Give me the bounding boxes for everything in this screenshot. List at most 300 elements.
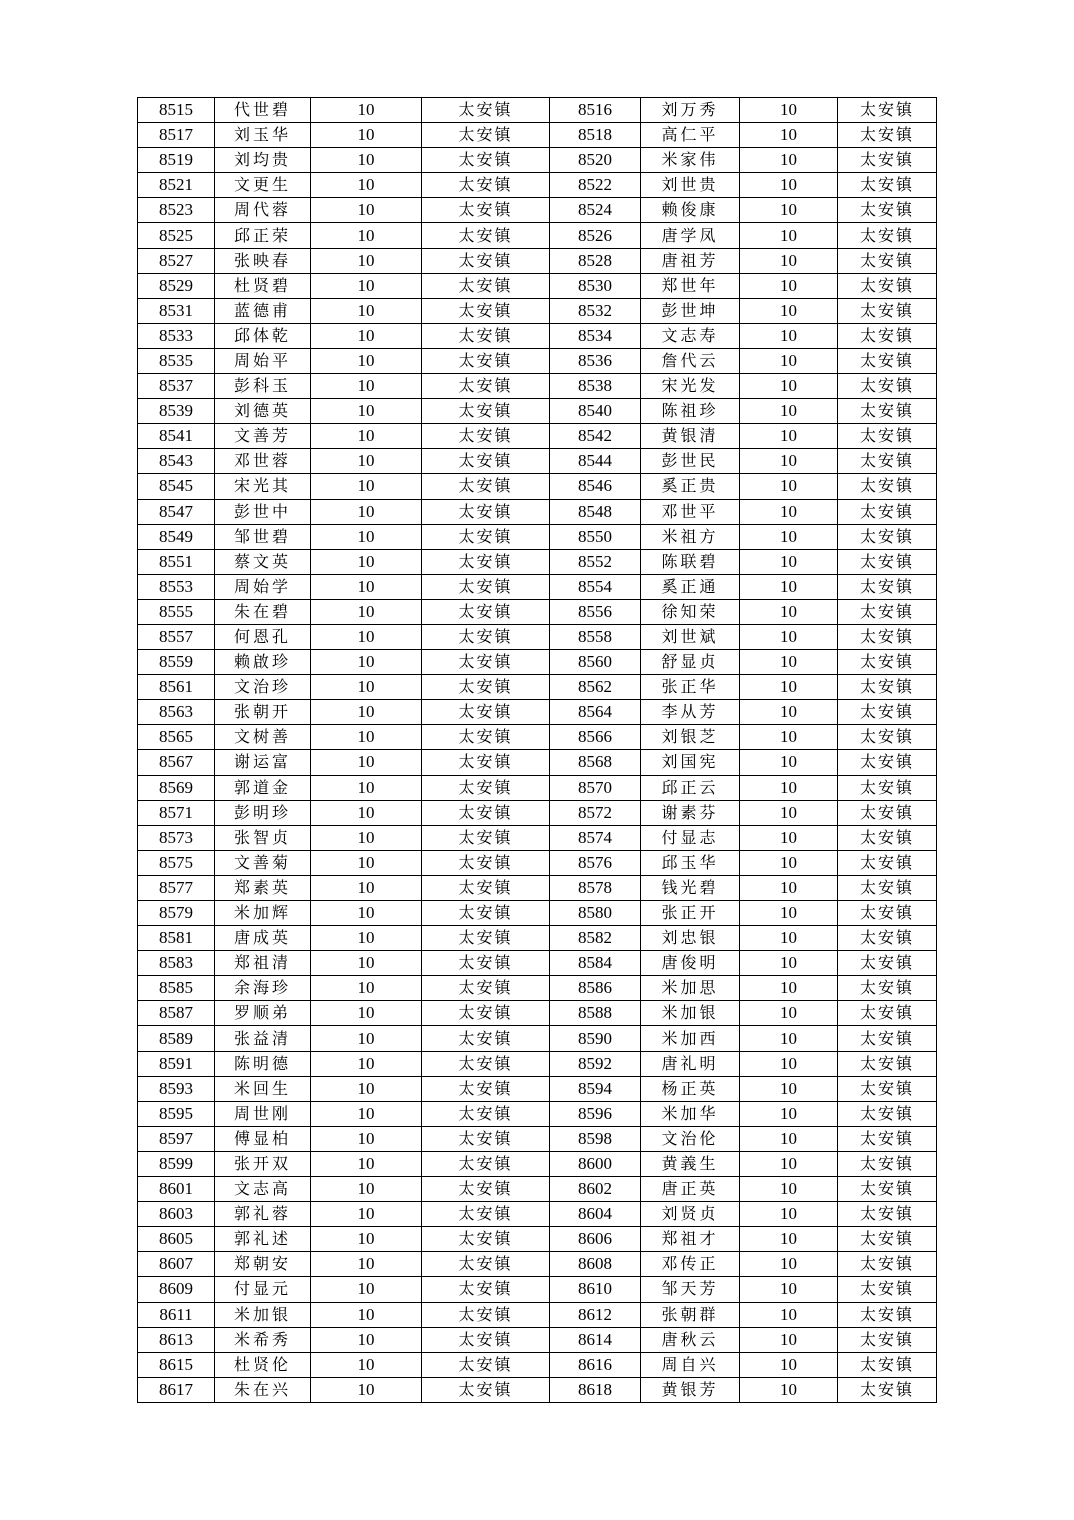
right-amount-cell: 10 xyxy=(740,875,838,900)
left-record-number-cell: 8529 xyxy=(138,273,215,298)
table-row xyxy=(138,1202,937,1227)
right-amount-cell: 10 xyxy=(740,123,838,148)
left-amount-cell: 10 xyxy=(311,1252,422,1277)
left-person-name-cell: 文善菊 xyxy=(215,850,311,875)
left-town-name-cell: 太安镇 xyxy=(422,123,550,148)
right-person-name-cell: 黄银芳 xyxy=(641,1377,740,1402)
table-row xyxy=(138,399,937,424)
left-person-name-cell: 郑祖清 xyxy=(215,951,311,976)
left-town-name-cell: 太安镇 xyxy=(422,223,550,248)
left-record-number-cell: 8545 xyxy=(138,474,215,499)
left-town-name-cell: 太安镇 xyxy=(422,1202,550,1227)
left-town-name-cell: 太安镇 xyxy=(422,750,550,775)
right-record-number-cell: 8602 xyxy=(550,1177,641,1202)
right-record-number-cell: 8618 xyxy=(550,1377,641,1402)
left-town-name-cell: 太安镇 xyxy=(422,374,550,399)
table-row xyxy=(138,1177,937,1202)
left-person-name-cell: 朱在碧 xyxy=(215,599,311,624)
table-row xyxy=(138,926,937,951)
left-record-number-cell: 8557 xyxy=(138,624,215,649)
table-row xyxy=(138,599,937,624)
right-person-name-cell: 郑世年 xyxy=(641,273,740,298)
table-row xyxy=(138,148,937,173)
right-amount-cell: 10 xyxy=(740,700,838,725)
left-record-number-cell: 8587 xyxy=(138,1001,215,1026)
right-amount-cell: 10 xyxy=(740,1252,838,1277)
left-record-number-cell: 8605 xyxy=(138,1227,215,1252)
table-row xyxy=(138,1126,937,1151)
right-record-number-cell: 8554 xyxy=(550,574,641,599)
right-amount-cell: 10 xyxy=(740,725,838,750)
right-amount-cell: 10 xyxy=(740,926,838,951)
right-person-name-cell: 张正开 xyxy=(641,901,740,926)
right-record-number-cell: 8560 xyxy=(550,650,641,675)
right-town-name-cell: 太安镇 xyxy=(838,248,937,273)
table-row xyxy=(138,98,937,123)
left-record-number-cell: 8591 xyxy=(138,1051,215,1076)
left-amount-cell: 10 xyxy=(311,650,422,675)
left-amount-cell: 10 xyxy=(311,1377,422,1402)
right-record-number-cell: 8522 xyxy=(550,173,641,198)
left-person-name-cell: 陈明德 xyxy=(215,1051,311,1076)
left-amount-cell: 10 xyxy=(311,875,422,900)
left-amount-cell: 10 xyxy=(311,725,422,750)
left-record-number-cell: 8585 xyxy=(138,976,215,1001)
left-amount-cell: 10 xyxy=(311,123,422,148)
right-record-number-cell: 8590 xyxy=(550,1026,641,1051)
left-amount-cell: 10 xyxy=(311,248,422,273)
left-amount-cell: 10 xyxy=(311,173,422,198)
right-record-number-cell: 8544 xyxy=(550,449,641,474)
right-record-number-cell: 8536 xyxy=(550,348,641,373)
left-amount-cell: 10 xyxy=(311,1001,422,1026)
table-row xyxy=(138,1026,937,1051)
left-town-name-cell: 太安镇 xyxy=(422,173,550,198)
right-record-number-cell: 8600 xyxy=(550,1151,641,1176)
left-person-name-cell: 文志高 xyxy=(215,1177,311,1202)
right-town-name-cell: 太安镇 xyxy=(838,1101,937,1126)
left-person-name-cell: 邱正荣 xyxy=(215,223,311,248)
right-town-name-cell: 太安镇 xyxy=(838,875,937,900)
right-person-name-cell: 高仁平 xyxy=(641,123,740,148)
left-record-number-cell: 8553 xyxy=(138,574,215,599)
table-row xyxy=(138,775,937,800)
right-person-name-cell: 刘世斌 xyxy=(641,624,740,649)
left-amount-cell: 10 xyxy=(311,298,422,323)
right-town-name-cell: 太安镇 xyxy=(838,323,937,348)
right-person-name-cell: 舒显贞 xyxy=(641,650,740,675)
left-person-name-cell: 周始学 xyxy=(215,574,311,599)
right-person-name-cell: 邓世平 xyxy=(641,499,740,524)
right-town-name-cell: 太安镇 xyxy=(838,901,937,926)
left-amount-cell: 10 xyxy=(311,675,422,700)
right-person-name-cell: 刘贤贞 xyxy=(641,1202,740,1227)
table-row xyxy=(138,348,937,373)
right-person-name-cell: 黄義生 xyxy=(641,1151,740,1176)
right-record-number-cell: 8608 xyxy=(550,1252,641,1277)
left-amount-cell: 10 xyxy=(311,750,422,775)
right-amount-cell: 10 xyxy=(740,675,838,700)
right-record-number-cell: 8552 xyxy=(550,549,641,574)
left-amount-cell: 10 xyxy=(311,1277,422,1302)
left-amount-cell: 10 xyxy=(311,273,422,298)
right-amount-cell: 10 xyxy=(740,98,838,123)
left-record-number-cell: 8527 xyxy=(138,248,215,273)
roster-body xyxy=(138,98,937,1403)
right-amount-cell: 10 xyxy=(740,499,838,524)
table-row xyxy=(138,248,937,273)
left-person-name-cell: 邹世碧 xyxy=(215,524,311,549)
left-town-name-cell: 太安镇 xyxy=(422,298,550,323)
table-row xyxy=(138,499,937,524)
right-person-name-cell: 米加华 xyxy=(641,1101,740,1126)
left-record-number-cell: 8597 xyxy=(138,1126,215,1151)
left-town-name-cell: 太安镇 xyxy=(422,273,550,298)
right-record-number-cell: 8586 xyxy=(550,976,641,1001)
right-person-name-cell: 邹天芳 xyxy=(641,1277,740,1302)
right-person-name-cell: 陈联碧 xyxy=(641,549,740,574)
left-amount-cell: 10 xyxy=(311,1026,422,1051)
right-person-name-cell: 陈祖珍 xyxy=(641,399,740,424)
left-record-number-cell: 8535 xyxy=(138,348,215,373)
left-town-name-cell: 太安镇 xyxy=(422,599,550,624)
right-town-name-cell: 太安镇 xyxy=(838,800,937,825)
left-record-number-cell: 8581 xyxy=(138,926,215,951)
right-amount-cell: 10 xyxy=(740,273,838,298)
right-person-name-cell: 刘世贵 xyxy=(641,173,740,198)
right-record-number-cell: 8526 xyxy=(550,223,641,248)
left-record-number-cell: 8537 xyxy=(138,374,215,399)
left-amount-cell: 10 xyxy=(311,524,422,549)
right-record-number-cell: 8572 xyxy=(550,800,641,825)
table-row xyxy=(138,474,937,499)
left-town-name-cell: 太安镇 xyxy=(422,725,550,750)
right-person-name-cell: 邓传正 xyxy=(641,1252,740,1277)
right-person-name-cell: 文志寿 xyxy=(641,323,740,348)
left-person-name-cell: 张开双 xyxy=(215,1151,311,1176)
right-amount-cell: 10 xyxy=(740,374,838,399)
right-amount-cell: 10 xyxy=(740,850,838,875)
left-person-name-cell: 邱体乾 xyxy=(215,323,311,348)
right-amount-cell: 10 xyxy=(740,348,838,373)
right-town-name-cell: 太安镇 xyxy=(838,1202,937,1227)
table-row xyxy=(138,624,937,649)
right-town-name-cell: 太安镇 xyxy=(838,348,937,373)
right-amount-cell: 10 xyxy=(740,775,838,800)
right-person-name-cell: 赖俊康 xyxy=(641,198,740,223)
right-record-number-cell: 8542 xyxy=(550,424,641,449)
right-town-name-cell: 太安镇 xyxy=(838,675,937,700)
right-record-number-cell: 8606 xyxy=(550,1227,641,1252)
left-town-name-cell: 太安镇 xyxy=(422,951,550,976)
right-town-name-cell: 太安镇 xyxy=(838,549,937,574)
right-record-number-cell: 8568 xyxy=(550,750,641,775)
left-amount-cell: 10 xyxy=(311,574,422,599)
left-record-number-cell: 8563 xyxy=(138,700,215,725)
left-town-name-cell: 太安镇 xyxy=(422,700,550,725)
left-record-number-cell: 8593 xyxy=(138,1076,215,1101)
right-record-number-cell: 8580 xyxy=(550,901,641,926)
left-person-name-cell: 傅显柏 xyxy=(215,1126,311,1151)
left-person-name-cell: 周代蓉 xyxy=(215,198,311,223)
right-town-name-cell: 太安镇 xyxy=(838,750,937,775)
table-row xyxy=(138,1377,937,1402)
right-amount-cell: 10 xyxy=(740,1126,838,1151)
right-record-number-cell: 8594 xyxy=(550,1076,641,1101)
left-town-name-cell: 太安镇 xyxy=(422,1252,550,1277)
left-amount-cell: 10 xyxy=(311,1227,422,1252)
table-row xyxy=(138,1151,937,1176)
right-person-name-cell: 唐俊明 xyxy=(641,951,740,976)
left-person-name-cell: 蓝德甫 xyxy=(215,298,311,323)
right-record-number-cell: 8524 xyxy=(550,198,641,223)
right-record-number-cell: 8582 xyxy=(550,926,641,951)
left-person-name-cell: 文更生 xyxy=(215,173,311,198)
table-row xyxy=(138,298,937,323)
left-amount-cell: 10 xyxy=(311,901,422,926)
left-amount-cell: 10 xyxy=(311,624,422,649)
right-record-number-cell: 8598 xyxy=(550,1126,641,1151)
left-record-number-cell: 8577 xyxy=(138,875,215,900)
left-person-name-cell: 彭世中 xyxy=(215,499,311,524)
table-row xyxy=(138,901,937,926)
right-record-number-cell: 8584 xyxy=(550,951,641,976)
right-person-name-cell: 唐学凤 xyxy=(641,223,740,248)
right-record-number-cell: 8518 xyxy=(550,123,641,148)
left-record-number-cell: 8565 xyxy=(138,725,215,750)
right-town-name-cell: 太安镇 xyxy=(838,1252,937,1277)
right-town-name-cell: 太安镇 xyxy=(838,123,937,148)
right-town-name-cell: 太安镇 xyxy=(838,198,937,223)
table-row xyxy=(138,449,937,474)
right-person-name-cell: 张朝群 xyxy=(641,1302,740,1327)
right-town-name-cell: 太安镇 xyxy=(838,951,937,976)
right-town-name-cell: 太安镇 xyxy=(838,825,937,850)
table-row xyxy=(138,198,937,223)
left-amount-cell: 10 xyxy=(311,1202,422,1227)
left-person-name-cell: 郑素英 xyxy=(215,875,311,900)
left-person-name-cell: 谢运富 xyxy=(215,750,311,775)
left-person-name-cell: 米加银 xyxy=(215,1302,311,1327)
right-person-name-cell: 黄银清 xyxy=(641,424,740,449)
right-town-name-cell: 太安镇 xyxy=(838,1151,937,1176)
right-town-name-cell: 太安镇 xyxy=(838,223,937,248)
left-record-number-cell: 8521 xyxy=(138,173,215,198)
right-amount-cell: 10 xyxy=(740,399,838,424)
right-amount-cell: 10 xyxy=(740,1026,838,1051)
right-record-number-cell: 8558 xyxy=(550,624,641,649)
right-town-name-cell: 太安镇 xyxy=(838,976,937,1001)
right-record-number-cell: 8614 xyxy=(550,1327,641,1352)
right-town-name-cell: 太安镇 xyxy=(838,1327,937,1352)
right-amount-cell: 10 xyxy=(740,1377,838,1402)
right-person-name-cell: 米加思 xyxy=(641,976,740,1001)
right-town-name-cell: 太安镇 xyxy=(838,1227,937,1252)
left-amount-cell: 10 xyxy=(311,499,422,524)
left-town-name-cell: 太安镇 xyxy=(422,1277,550,1302)
right-town-name-cell: 太安镇 xyxy=(838,1302,937,1327)
left-town-name-cell: 太安镇 xyxy=(422,825,550,850)
table-row xyxy=(138,1076,937,1101)
left-person-name-cell: 文善芳 xyxy=(215,424,311,449)
right-amount-cell: 10 xyxy=(740,951,838,976)
left-town-name-cell: 太安镇 xyxy=(422,474,550,499)
left-record-number-cell: 8531 xyxy=(138,298,215,323)
left-town-name-cell: 太安镇 xyxy=(422,348,550,373)
left-amount-cell: 10 xyxy=(311,549,422,574)
roster-table xyxy=(137,97,937,1403)
right-amount-cell: 10 xyxy=(740,976,838,1001)
right-record-number-cell: 8528 xyxy=(550,248,641,273)
left-amount-cell: 10 xyxy=(311,1151,422,1176)
right-amount-cell: 10 xyxy=(740,148,838,173)
right-record-number-cell: 8578 xyxy=(550,875,641,900)
right-person-name-cell: 刘银芝 xyxy=(641,725,740,750)
left-amount-cell: 10 xyxy=(311,1051,422,1076)
right-record-number-cell: 8564 xyxy=(550,700,641,725)
left-amount-cell: 10 xyxy=(311,825,422,850)
table-row xyxy=(138,1227,937,1252)
left-record-number-cell: 8579 xyxy=(138,901,215,926)
right-record-number-cell: 8570 xyxy=(550,775,641,800)
left-town-name-cell: 太安镇 xyxy=(422,98,550,123)
left-record-number-cell: 8611 xyxy=(138,1302,215,1327)
left-town-name-cell: 太安镇 xyxy=(422,1302,550,1327)
left-record-number-cell: 8525 xyxy=(138,223,215,248)
left-record-number-cell: 8567 xyxy=(138,750,215,775)
right-amount-cell: 10 xyxy=(740,474,838,499)
right-person-name-cell: 刘忠银 xyxy=(641,926,740,951)
left-person-name-cell: 赖啟珍 xyxy=(215,650,311,675)
right-record-number-cell: 8610 xyxy=(550,1277,641,1302)
right-town-name-cell: 太安镇 xyxy=(838,1051,937,1076)
right-record-number-cell: 8548 xyxy=(550,499,641,524)
left-person-name-cell: 代世碧 xyxy=(215,98,311,123)
right-town-name-cell: 太安镇 xyxy=(838,449,937,474)
left-amount-cell: 10 xyxy=(311,474,422,499)
right-amount-cell: 10 xyxy=(740,298,838,323)
left-town-name-cell: 太安镇 xyxy=(422,1076,550,1101)
left-person-name-cell: 付显元 xyxy=(215,1277,311,1302)
left-town-name-cell: 太安镇 xyxy=(422,976,550,1001)
right-record-number-cell: 8612 xyxy=(550,1302,641,1327)
left-town-name-cell: 太安镇 xyxy=(422,198,550,223)
right-person-name-cell: 唐祖芳 xyxy=(641,248,740,273)
left-person-name-cell: 文树善 xyxy=(215,725,311,750)
left-record-number-cell: 8615 xyxy=(138,1352,215,1377)
left-amount-cell: 10 xyxy=(311,449,422,474)
left-amount-cell: 10 xyxy=(311,599,422,624)
right-person-name-cell: 唐秋云 xyxy=(641,1327,740,1352)
left-town-name-cell: 太安镇 xyxy=(422,524,550,549)
table-row xyxy=(138,800,937,825)
left-record-number-cell: 8603 xyxy=(138,1202,215,1227)
right-record-number-cell: 8616 xyxy=(550,1352,641,1377)
right-town-name-cell: 太安镇 xyxy=(838,850,937,875)
right-amount-cell: 10 xyxy=(740,323,838,348)
left-amount-cell: 10 xyxy=(311,850,422,875)
table-row xyxy=(138,700,937,725)
right-town-name-cell: 太安镇 xyxy=(838,273,937,298)
right-person-name-cell: 刘万秀 xyxy=(641,98,740,123)
left-person-name-cell: 杜贤伦 xyxy=(215,1352,311,1377)
table-row xyxy=(138,1277,937,1302)
right-amount-cell: 10 xyxy=(740,173,838,198)
left-person-name-cell: 张智贞 xyxy=(215,825,311,850)
left-person-name-cell: 彭明珍 xyxy=(215,800,311,825)
right-amount-cell: 10 xyxy=(740,1076,838,1101)
left-amount-cell: 10 xyxy=(311,1076,422,1101)
left-person-name-cell: 朱在兴 xyxy=(215,1377,311,1402)
right-person-name-cell: 唐正英 xyxy=(641,1177,740,1202)
table-row xyxy=(138,976,937,1001)
left-town-name-cell: 太安镇 xyxy=(422,399,550,424)
right-town-name-cell: 太安镇 xyxy=(838,1026,937,1051)
left-record-number-cell: 8519 xyxy=(138,148,215,173)
left-amount-cell: 10 xyxy=(311,700,422,725)
right-person-name-cell: 米家伟 xyxy=(641,148,740,173)
left-person-name-cell: 刘德英 xyxy=(215,399,311,424)
right-amount-cell: 10 xyxy=(740,1327,838,1352)
left-amount-cell: 10 xyxy=(311,1327,422,1352)
table-row xyxy=(138,1327,937,1352)
right-record-number-cell: 8592 xyxy=(550,1051,641,1076)
right-person-name-cell: 李从芳 xyxy=(641,700,740,725)
left-person-name-cell: 张映春 xyxy=(215,248,311,273)
right-amount-cell: 10 xyxy=(740,1177,838,1202)
right-town-name-cell: 太安镇 xyxy=(838,1277,937,1302)
table-row xyxy=(138,323,937,348)
left-record-number-cell: 8607 xyxy=(138,1252,215,1277)
right-town-name-cell: 太安镇 xyxy=(838,624,937,649)
left-amount-cell: 10 xyxy=(311,1177,422,1202)
left-person-name-cell: 刘玉华 xyxy=(215,123,311,148)
right-town-name-cell: 太安镇 xyxy=(838,524,937,549)
right-amount-cell: 10 xyxy=(740,1202,838,1227)
left-person-name-cell: 张益清 xyxy=(215,1026,311,1051)
left-person-name-cell: 蔡文英 xyxy=(215,549,311,574)
right-amount-cell: 10 xyxy=(740,1101,838,1126)
left-record-number-cell: 8569 xyxy=(138,775,215,800)
left-person-name-cell: 米回生 xyxy=(215,1076,311,1101)
right-record-number-cell: 8556 xyxy=(550,599,641,624)
right-record-number-cell: 8516 xyxy=(550,98,641,123)
left-town-name-cell: 太安镇 xyxy=(422,1377,550,1402)
left-person-name-cell: 周世刚 xyxy=(215,1101,311,1126)
table-row xyxy=(138,273,937,298)
left-town-name-cell: 太安镇 xyxy=(422,875,550,900)
left-record-number-cell: 8541 xyxy=(138,424,215,449)
right-town-name-cell: 太安镇 xyxy=(838,1126,937,1151)
left-record-number-cell: 8601 xyxy=(138,1177,215,1202)
right-record-number-cell: 8604 xyxy=(550,1202,641,1227)
left-amount-cell: 10 xyxy=(311,374,422,399)
right-town-name-cell: 太安镇 xyxy=(838,1177,937,1202)
left-town-name-cell: 太安镇 xyxy=(422,549,550,574)
right-amount-cell: 10 xyxy=(740,198,838,223)
left-amount-cell: 10 xyxy=(311,775,422,800)
right-person-name-cell: 付显志 xyxy=(641,825,740,850)
right-town-name-cell: 太安镇 xyxy=(838,298,937,323)
left-person-name-cell: 彭科玉 xyxy=(215,374,311,399)
left-record-number-cell: 8561 xyxy=(138,675,215,700)
left-record-number-cell: 8583 xyxy=(138,951,215,976)
table-row xyxy=(138,123,937,148)
left-amount-cell: 10 xyxy=(311,1352,422,1377)
left-record-number-cell: 8533 xyxy=(138,323,215,348)
left-record-number-cell: 8539 xyxy=(138,399,215,424)
right-amount-cell: 10 xyxy=(740,825,838,850)
